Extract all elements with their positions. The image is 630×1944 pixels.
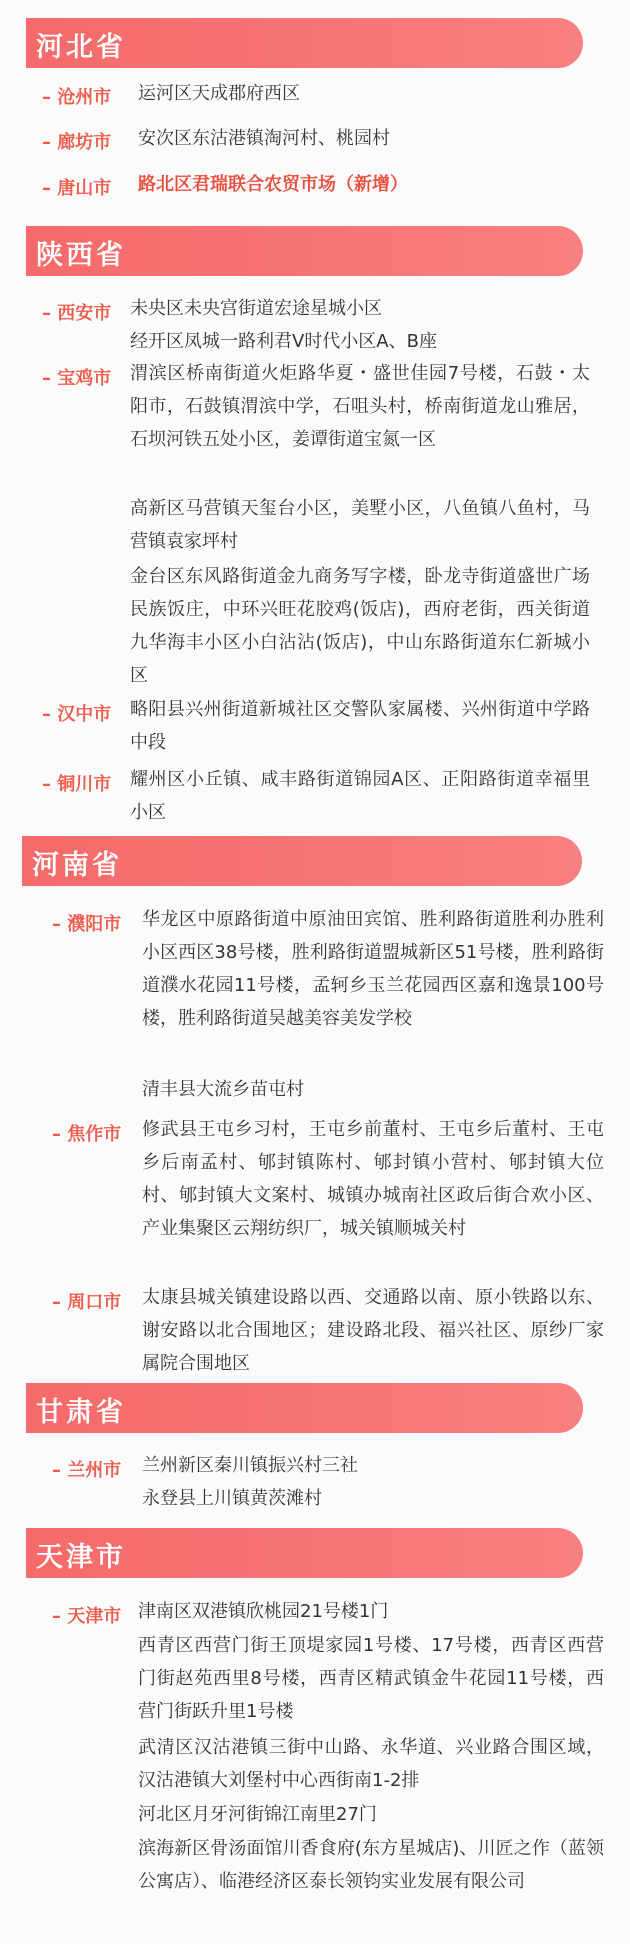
address-text: 清丰县大流乡苗屯村 <box>142 1079 304 1100</box>
address-text: 经开区凤城一路利君V时代小区A、B座 <box>130 331 437 352</box>
city-label: – 焦作市 <box>52 1124 122 1145</box>
province-header-henan <box>22 836 582 886</box>
address-text: 未央区未央宫街道宏途星城小区 <box>130 298 382 319</box>
province-title: 河南省 <box>32 850 122 881</box>
province-title: 天津市 <box>36 1542 126 1573</box>
province-header-gansu <box>26 1383 583 1433</box>
province-title: 河北省 <box>36 32 126 63</box>
address-text-new: 路北区君瑞联合农贸市场（新增） <box>138 174 408 195</box>
province-header-hebei <box>26 18 583 68</box>
address-text: 滨海新区骨汤面馆川香食府(东方星城店)、川匠之作（蓝领公寓店）、临港经济区泰长领钧实业发展有限公司 <box>138 1838 604 1892</box>
city-label: – 沧州市 <box>42 87 112 108</box>
province-title: 甘肃省 <box>36 1397 126 1428</box>
address-text: 略阳县兴州街道新城社区交警队家属楼、兴州街道中学路中段 <box>130 699 590 753</box>
city-label: – 周口市 <box>52 1292 122 1313</box>
city-label: – 天津市 <box>52 1606 122 1627</box>
address-text: 安次区东沽港镇淘河村、桃园村 <box>138 128 390 149</box>
province-title: 陕西省 <box>36 240 126 271</box>
address-text: 津南区双港镇欣桃园21号楼1门 <box>138 1601 389 1622</box>
address-text: 金台区东风路街道金九商务写字楼，卧龙寺街道盛世广场民族饭庄，中环兴旺花胶鸡(饭店)，西府老街，西关街道九华海丰小区小白沾沾(饭店)，中山东路街道东仁新城小区 <box>130 566 590 686</box>
province-header-tianjin <box>26 1528 583 1578</box>
address-text: 华龙区中原路街道中原油田宾馆、胜利路街道胜利办胜利小区西区38号楼，胜利路街道盟城新区51号楼，胜利路街道濮水花园11号楼，孟轲乡玉兰花园西区嘉和逸景100号楼，胜利路街道吴越美容美发学校 <box>142 909 604 1029</box>
city-label: – 濮阳市 <box>52 914 122 935</box>
address-text: 高新区马营镇天玺台小区，美墅小区，八鱼镇八鱼村，马营镇袁家坪村 <box>130 498 590 552</box>
city-label: – 西安市 <box>42 303 112 324</box>
address-text: 运河区天成郡府西区 <box>138 83 300 104</box>
address-text: 太康县城关镇建设路以西、交通路以南、原小铁路以东、谢安路以北合围地区；建设路北段、福兴社区、原纱厂家属院合围地区 <box>142 1287 604 1374</box>
address-text: 修武县王屯乡习村，王屯乡前董村、王屯乡后董村、王屯乡后南孟村、郇封镇陈村、郇封镇小营村、郇封镇大位村、郇封镇大文案村、城镇办城南社区政后街合欢小区、产业集聚区云翔纺织厂，城关镇顺城关村 <box>142 1119 604 1239</box>
city-label: – 铜川市 <box>42 774 112 795</box>
city-label: – 廊坊市 <box>42 132 112 153</box>
city-label: – 宝鸡市 <box>42 368 112 389</box>
address-text: 永登县上川镇黄茨滩村 <box>142 1488 322 1509</box>
address-text: 耀州区小丘镇、咸丰路街道锦园A区、正阳路街道幸福里小区 <box>130 769 590 823</box>
province-header-shaanxi <box>26 226 583 276</box>
city-label: – 兰州市 <box>52 1460 122 1481</box>
address-text: 河北区月牙河街锦江南里27门 <box>138 1804 377 1825</box>
address-text: 武清区汉沽港镇三街中山路、永华道、兴业路合围区域，汉沽港镇大刘堡村中心西街南1-2排 <box>138 1737 604 1791</box>
address-text: 兰州新区秦川镇振兴村三社 <box>142 1455 358 1476</box>
city-label: – 汉中市 <box>42 704 112 725</box>
address-text: 西青区西营门街王顶堤家园1号楼、17号楼，西青区西营门街赵苑西里8号楼，西青区精武镇金牛花园11号楼，西营门街跃升里1号楼 <box>138 1635 604 1722</box>
address-text: 渭滨区桥南街道火炬路华夏・盛世佳园7号楼，石鼓・太阳市，石鼓镇渭滨中学，石咀头村，桥南街道龙山雅居，石坝河铁五处小区，姜谭街道宝氮一区 <box>130 363 590 450</box>
city-label: – 唐山市 <box>42 178 112 199</box>
